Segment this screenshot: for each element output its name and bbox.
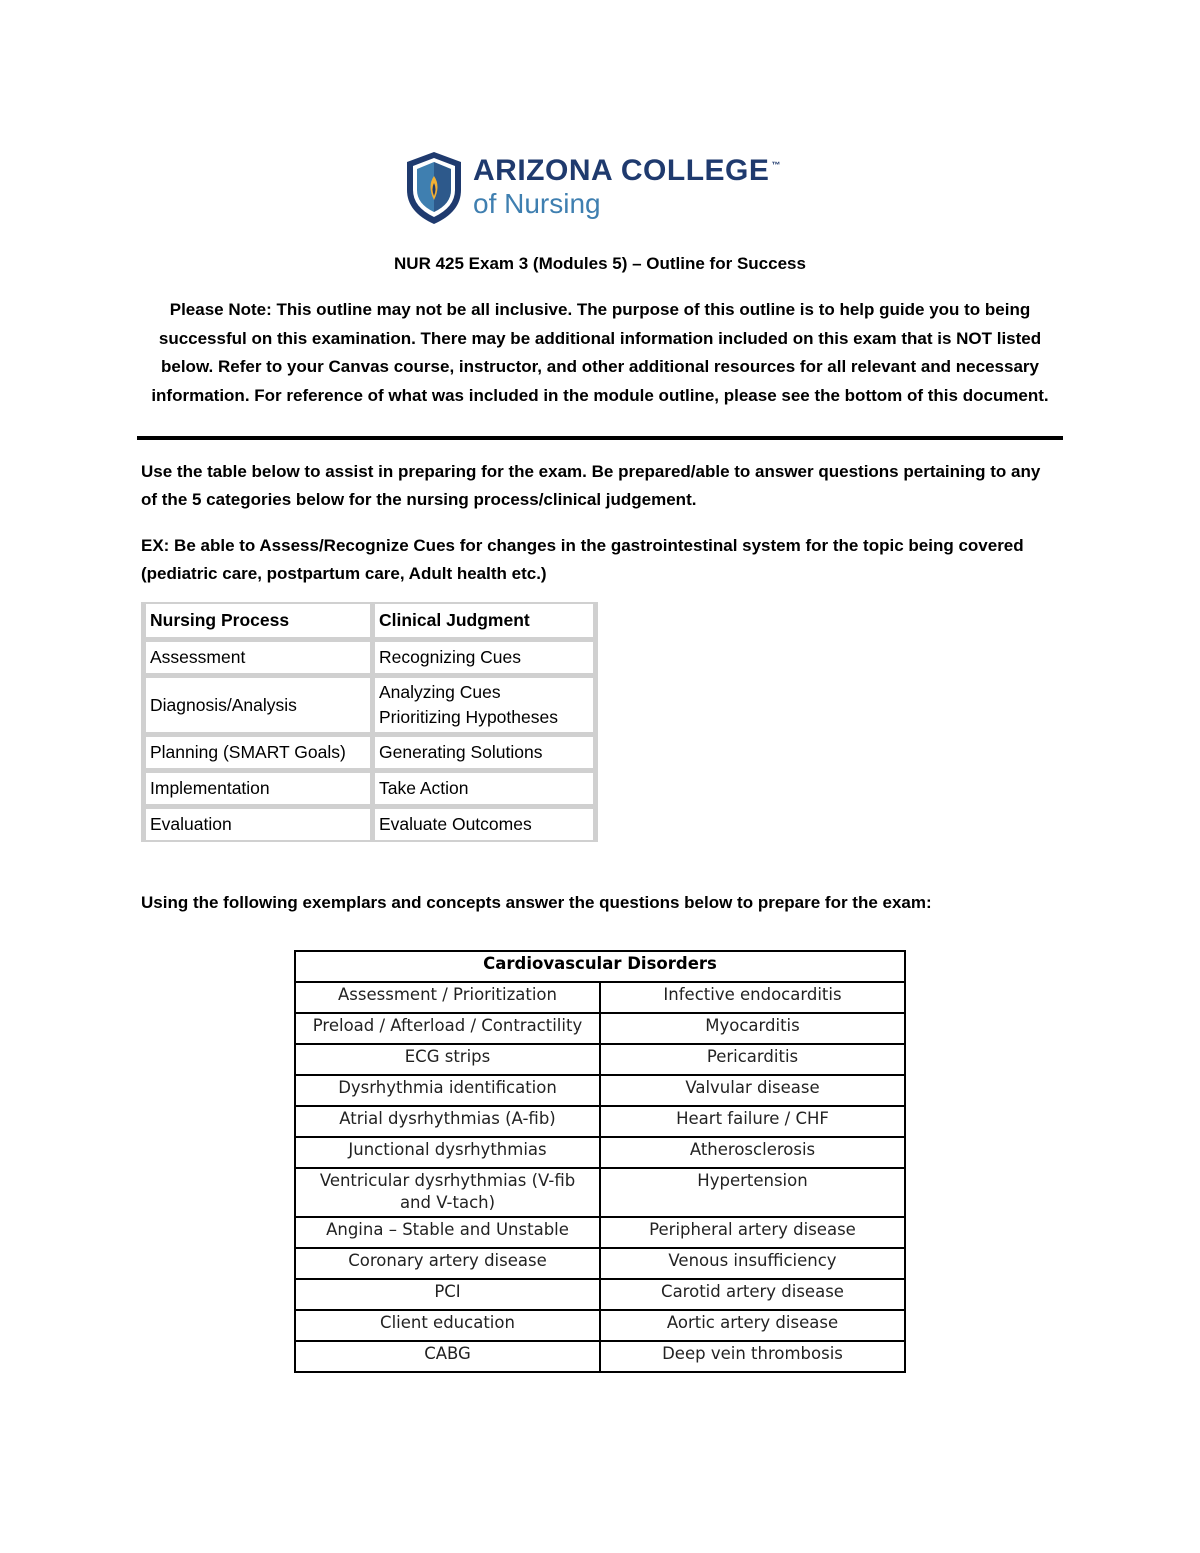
header-nursing-process: Nursing Process	[146, 604, 370, 642]
table-row	[295, 1044, 905, 1075]
table-row	[295, 1217, 905, 1248]
shield-icon	[403, 150, 465, 226]
table-cell: Pericarditis	[600, 1044, 905, 1075]
nursing-process-table	[141, 602, 598, 842]
table-cell: Client education	[295, 1310, 600, 1341]
table-cell: ECG strips	[295, 1044, 600, 1075]
process-cell: Planning (SMART Goals)	[146, 737, 370, 773]
table-cell: Assessment / Prioritization	[295, 982, 600, 1013]
college-logo	[403, 150, 798, 228]
table-cell: Peripheral artery disease	[600, 1217, 905, 1248]
table-cell: Venous insufficiency	[600, 1248, 905, 1279]
horizontal-divider	[137, 436, 1063, 440]
table-cell: Aortic artery disease	[600, 1310, 905, 1341]
judgment-cell: Recognizing Cues	[375, 642, 593, 678]
table-row	[295, 1075, 905, 1106]
table-cell: Infective endocarditis	[600, 982, 905, 1013]
logo-wordmark: ARIZONA COLLEGE ™	[473, 154, 781, 187]
table-cell: Valvular disease	[600, 1075, 905, 1106]
exemplars-paragraph: Using the following exemplars and concepts answer the questions below to prepare for the exam:	[141, 893, 932, 912]
table-cell: Dysrhythmia identification	[295, 1075, 600, 1106]
judgment-cell: Generating Solutions	[375, 737, 593, 773]
table-cell: Atrial dysrhythmias (A-fib)	[295, 1106, 600, 1137]
table-row	[146, 642, 593, 678]
logo-subtitle: of Nursing	[473, 188, 601, 219]
process-cell: Implementation	[146, 773, 370, 809]
table-caption-row	[295, 951, 905, 982]
table-cell: Junctional dysrhythmias	[295, 1137, 600, 1168]
table-cell: Myocarditis	[600, 1013, 905, 1044]
table-cell: Hypertension	[600, 1168, 905, 1217]
document-title: NUR 425 Exam 3 (Modules 5) – Outline for Success	[394, 254, 806, 273]
example-paragraph: EX: Be able to Assess/Recognize Cues for changes in the gastrointestinal system for the topic being covered (pediatric care, postpartum care, Adult health etc.)	[141, 536, 1024, 583]
judgment-line: Analyzing Cues	[379, 682, 501, 702]
process-cell: Assessment	[146, 642, 370, 678]
table-caption: Cardiovascular Disorders	[295, 951, 905, 982]
table-row	[295, 1341, 905, 1372]
judgment-cell: Take Action	[375, 773, 593, 809]
table-cell: Deep vein thrombosis	[600, 1341, 905, 1372]
table-row	[146, 678, 593, 737]
header-clinical-judgment: Clinical Judgment	[375, 604, 593, 642]
table-cell: Atherosclerosis	[600, 1137, 905, 1168]
instructions-paragraph: Use the table below to assist in preparing for the exam. Be prepared/able to answer questions pertaining to any of the 5 categories below for the nursing process/clinical judgement.	[141, 462, 1041, 509]
table-row	[295, 1310, 905, 1341]
table-header-row	[146, 604, 593, 642]
table-cell: PCI	[295, 1279, 600, 1310]
judgment-cell: Evaluate Outcomes	[375, 809, 593, 840]
table-row	[295, 1106, 905, 1137]
table-cell: Coronary artery disease	[295, 1248, 600, 1279]
table-row	[146, 737, 593, 773]
table-cell: CABG	[295, 1341, 600, 1372]
table-cell: Heart failure / CHF	[600, 1106, 905, 1137]
table-cell: Carotid artery disease	[600, 1279, 905, 1310]
process-cell: Diagnosis/Analysis	[146, 678, 370, 737]
table-row	[146, 809, 593, 840]
table-row	[295, 1248, 905, 1279]
process-cell: Evaluation	[146, 809, 370, 840]
table-row	[295, 1013, 905, 1044]
table-cell: Preload / Afterload / Contractility	[295, 1013, 600, 1044]
cardiovascular-disorders-table	[294, 950, 906, 1373]
table-row	[295, 1168, 905, 1217]
table-row	[295, 1137, 905, 1168]
table-cell: Angina – Stable and Unstable	[295, 1217, 600, 1248]
table-row	[295, 982, 905, 1013]
table-row	[146, 773, 593, 809]
please-note-paragraph: Please Note: This outline may not be all inclusive. The purpose of this outline is to help guide you to being successful on this examination. There may be additional information included on this exam that is NOT listed below. Refer to your Canvas course, instructor, and other additional resources for all relevant and necessary information. For reference of what was included in the module outline, please see the bottom of this document.	[151, 300, 1049, 405]
judgment-line: Prioritizing Hypotheses	[379, 707, 558, 727]
table-row	[295, 1279, 905, 1310]
judgment-cell	[375, 678, 593, 737]
table-cell: Ventricular dysrhythmias (V-fib and V-tach)	[295, 1168, 600, 1217]
